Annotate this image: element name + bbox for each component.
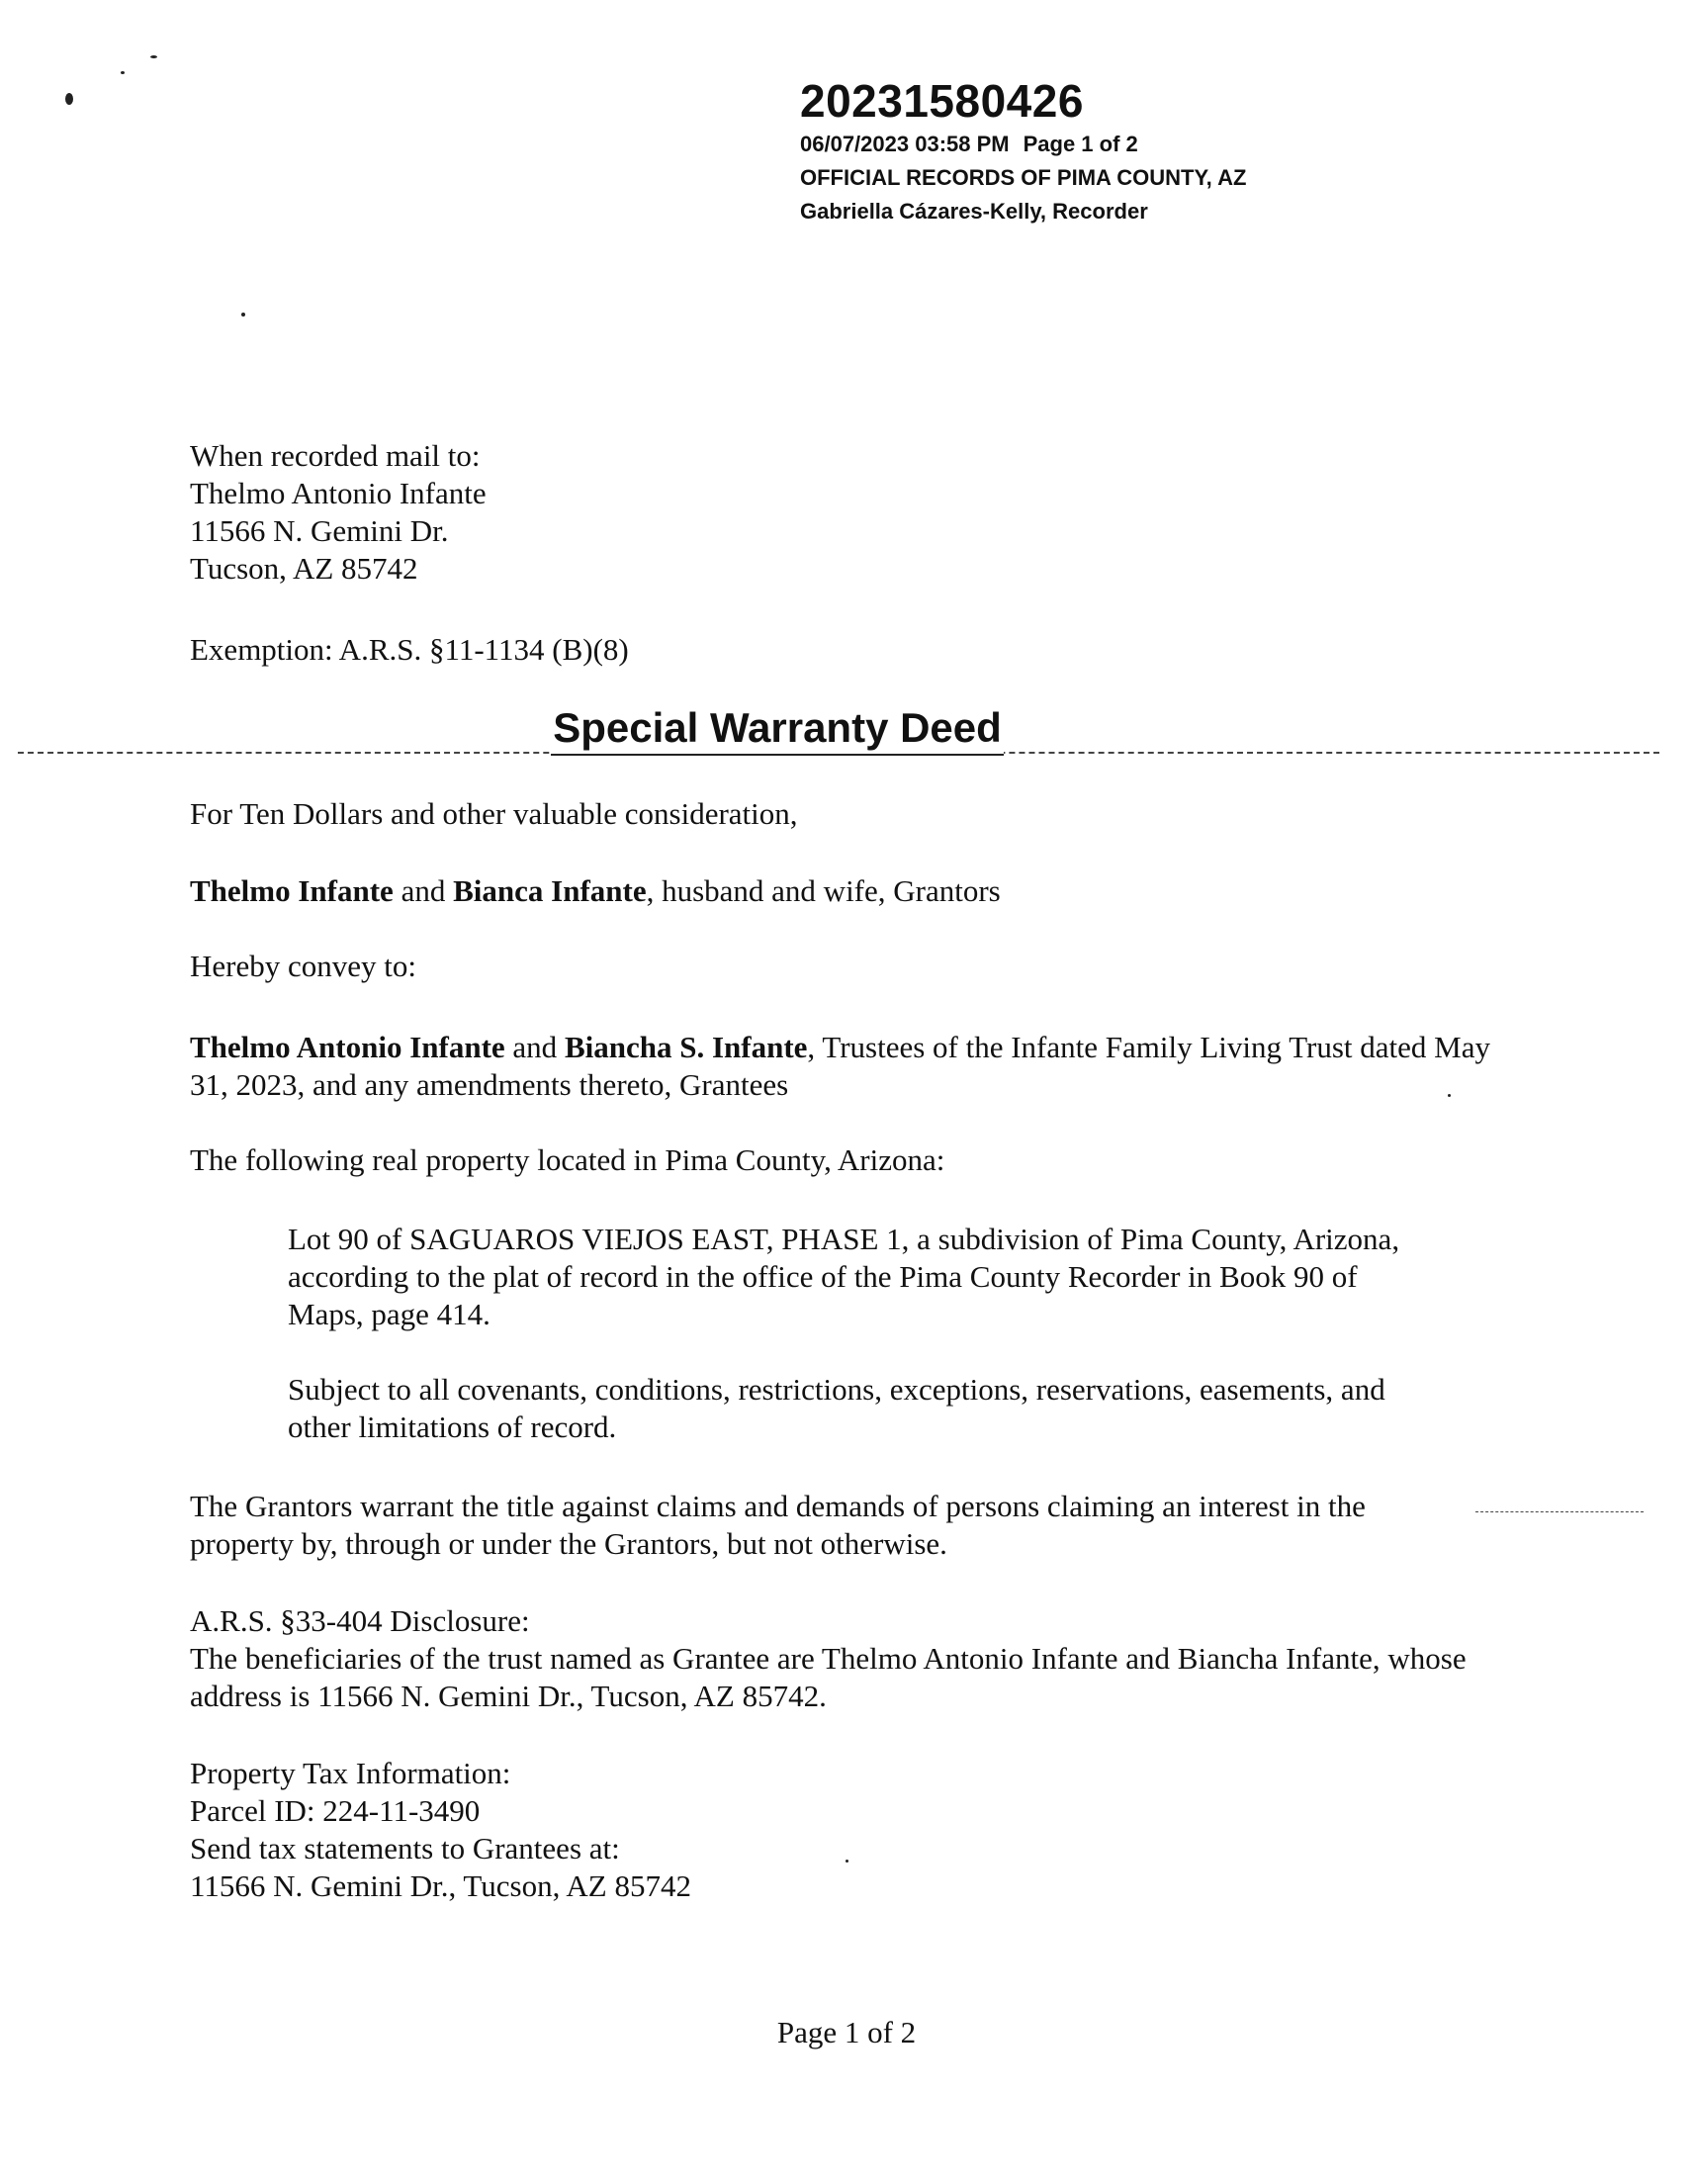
scan-speck bbox=[121, 71, 125, 74]
grantees-and: and bbox=[504, 1030, 565, 1064]
grantors bbox=[190, 872, 1505, 910]
grantees-rest: , Trustees of the Infante Family Living Trust dated May 31, 2023, and any amendments thereto, Grantees bbox=[190, 1030, 1491, 1102]
disclosure-heading: A.R.S. §33-404 Disclosure: bbox=[190, 1603, 530, 1638]
recording-recorder: Gabriella Cázares-Kelly, Recorder bbox=[800, 199, 1148, 224]
grantor-name-1: Thelmo Infante bbox=[190, 873, 394, 908]
mail-to-city: Tucson, AZ 85742 bbox=[190, 551, 418, 586]
recording-office: OFFICIAL RECORDS OF PIMA COUNTY, AZ bbox=[800, 165, 1247, 190]
scan-speck bbox=[65, 93, 73, 105]
scan-speck bbox=[150, 55, 157, 58]
grantees bbox=[190, 1029, 1505, 1104]
recording-page-info: Page 1 of 2 bbox=[1023, 132, 1138, 156]
convey: Hereby convey to: bbox=[190, 949, 416, 983]
disclosure bbox=[190, 1602, 1505, 1715]
warranty-dash bbox=[1475, 1511, 1644, 1512]
subject-to: Subject to all covenants, conditions, restrictions, exceptions, reservations, easements, and other limitations of record. bbox=[288, 1372, 1385, 1444]
page-footer: Page 1 of 2 bbox=[776, 2015, 917, 2049]
scan-speck bbox=[241, 313, 245, 317]
mail-to-block bbox=[190, 437, 487, 588]
grantors-and: and bbox=[393, 873, 454, 908]
deed-title: Special Warranty Deed bbox=[551, 702, 1004, 756]
legal-description: Lot 90 of SAGUAROS VIEJOS EAST, PHASE 1, a subdivision of Pima County, Arizona, according to the plat of record in the office of the Pima County Recorder in Book 90 of Maps, page 414. bbox=[288, 1222, 1400, 1331]
tax-address: 11566 N. Gemini Dr., Tucson, AZ 85742 bbox=[190, 1868, 691, 1903]
grantee-name-2: Biancha S. Infante bbox=[564, 1030, 808, 1064]
mail-to-heading: When recorded mail to: bbox=[190, 438, 481, 473]
grantor-name-2: Bianca Infante bbox=[453, 873, 647, 908]
mail-to-street: 11566 N. Gemini Dr. bbox=[190, 513, 449, 548]
property-intro: The following real property located in Pima County, Arizona: bbox=[190, 1142, 945, 1177]
mail-to-name: Thelmo Antonio Infante bbox=[190, 476, 487, 510]
recording-date-time: 06/07/2023 03:58 PM bbox=[800, 132, 1010, 156]
consideration: For Ten Dollars and other valuable consideration, bbox=[190, 796, 798, 831]
grantee-name-1: Thelmo Antonio Infante bbox=[190, 1030, 505, 1064]
disclosure-text: The beneficiaries of the trust named as Grantee are Thelmo Antonio Infante and Biancha Infante, whose address is 11566 N. Gemini Dr., Tucson, AZ 85742. bbox=[190, 1641, 1467, 1713]
deed-title-container bbox=[0, 702, 1693, 756]
recording-stamp bbox=[800, 74, 1246, 228]
tax-heading: Property Tax Information: bbox=[190, 1756, 511, 1790]
warranty: The Grantors warrant the title against claims and demands of persons claiming an interest in the property by, through or under the Grantors, but not otherwise. bbox=[190, 1489, 1366, 1561]
recording-number: 20231580426 bbox=[800, 75, 1084, 127]
recording-date-line bbox=[800, 128, 1246, 161]
tax-parcel: Parcel ID: 224-11-3490 bbox=[190, 1793, 481, 1828]
tax-info bbox=[190, 1755, 1505, 1905]
grantors-rest: , husband and wife, Grantors bbox=[646, 873, 1001, 908]
tax-send: Send tax statements to Grantees at: bbox=[190, 1831, 620, 1866]
exemption: Exemption: A.R.S. §11-1134 (B)(8) bbox=[190, 632, 629, 667]
